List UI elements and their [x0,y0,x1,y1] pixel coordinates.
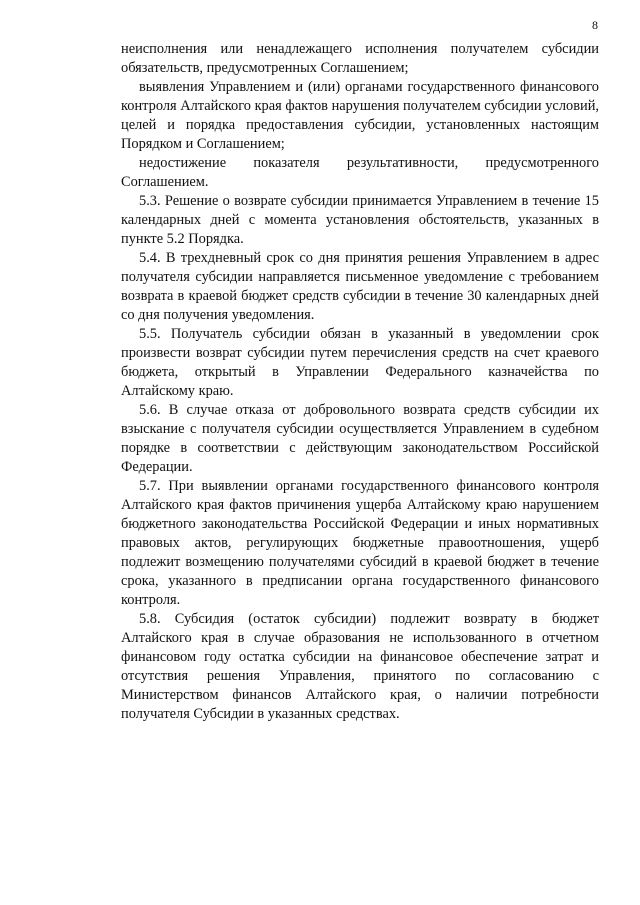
paragraph-non-achievement: недостижение показателя результативности, предусмотренного Соглашением. [121,155,599,190]
paragraph-5-8: 5.8. Субсидия (остаток субсидии) подлежит возврату в бюджет Алтайского края в случае образования не использованного в отчетном финансовом году остатка субсидии на финансовое обеспечение затрат и отсутствия решения Управления, принятого по согласованию с Министерством финансов Алтайского края, о наличии потребности получателя Субсидии в указанных средствах. [121,611,599,722]
paragraph-5-4: 5.4. В трехдневный срок со дня принятия решения Управлением в адрес получателя субсидии направляется письменное уведомление с требованием возврата в краевой бюджет средств субсидии в течение 30 календарных дней со дня получения уведомления. [121,250,599,323]
paragraph-detection: выявления Управлением и (или) органами государственного финансового контроля Алтайского края фактов нарушения получателем субсидии условий, целей и порядка предоставления субсидии, установленных настоящим Порядком и Соглашением; [121,79,599,152]
document-body [121,40,599,724]
page-number: 8 [592,18,598,32]
paragraph-5-3: 5.3. Решение о возврате субсидии принимается Управлением в течение 15 календарных дней с момента установления обстоятельств, указанных в пункте 5.2 Порядка. [121,193,599,247]
paragraph-5-6: 5.6. В случае отказа от добровольного возврата средств субсидии их взыскание с получателя субсидии осуществляется Управлением в судебном порядке в соответствии с действующим законодательством Российской Федерации. [121,402,599,475]
paragraph-5-7: 5.7. При выявлении органами государственного финансового контроля Алтайского края фактов причинения ущерба Алтайскому краю нарушением бюджетного законодательства Российской Федерации и иных нормативных правовых актов, регулирующих бюджетные правоотношения, ущерб подлежит возмещению получателями субсидий в краевой бюджет в течение срока, указанного в предписании органа государственного финансового контроля. [121,478,599,608]
paragraph-nonfulfillment: неисполнения или ненадлежащего исполнения получателем субсидии обязательств, предусмотренных Соглашением; [121,41,599,76]
paragraph-5-5: 5.5. Получатель субсидии обязан в указанный в уведомлении срок произвести возврат субсидии путем перечисления средств на счет краевого бюджета, открытый в Управлении Федерального казначейства по Алтайскому краю. [121,326,599,399]
